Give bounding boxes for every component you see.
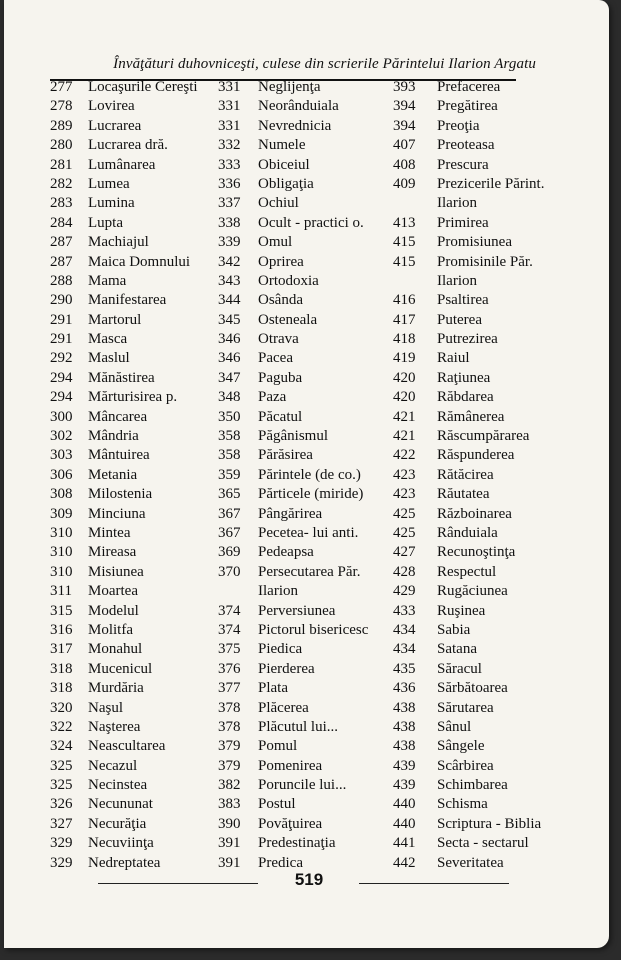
- entry-page-number: 331: [218, 79, 241, 95]
- entry-term: Lucrarea dră.: [88, 137, 168, 154]
- entry-page-number: 420: [393, 389, 416, 406]
- entry-page-number: 413: [393, 214, 416, 231]
- entry-page-number: 327: [50, 815, 73, 832]
- entry-term: Raţiunea: [437, 369, 491, 386]
- entry-page-number: 282: [50, 175, 73, 192]
- entry-page-number: 423: [393, 486, 416, 503]
- entry-page-number: 342: [218, 253, 241, 270]
- entry-term: Lucrarea: [88, 117, 142, 134]
- entry-page-number: 291: [50, 311, 73, 328]
- entry-page-number: 433: [393, 602, 416, 619]
- entry-term: Metania: [88, 466, 138, 483]
- entry-page-number: 382: [218, 777, 241, 794]
- entry-term: Maslul: [88, 350, 130, 367]
- entry-term: Omul: [258, 234, 293, 251]
- entry-page-number: 435: [393, 660, 416, 677]
- entry-term: Nevrednicia: [258, 117, 332, 134]
- entry-page-number: 416: [393, 292, 416, 309]
- entry-term: Povăţuirea: [258, 815, 323, 832]
- entry-page-number: 287: [50, 253, 73, 270]
- entry-page-number: 302: [50, 428, 73, 445]
- entry-term: Războinarea: [437, 505, 512, 522]
- entry-term: Sărbătoarea: [437, 680, 508, 697]
- entry-term: Moartea: [88, 583, 138, 600]
- entry-page-number: 367: [218, 505, 241, 522]
- entry-page-number: 332: [218, 137, 241, 154]
- entry-page-number: 391: [218, 854, 241, 871]
- entry-term: Naşterea: [88, 718, 141, 735]
- entry-term: Sânul: [437, 718, 472, 735]
- entry-term: Perversiunea: [258, 602, 336, 619]
- entry-page-number: 309: [50, 505, 73, 522]
- entry-page-number: 281: [50, 156, 73, 173]
- entry-page-number: 370: [218, 563, 241, 580]
- entry-term: Răutatea: [437, 486, 490, 503]
- entry-term: Raiul: [437, 350, 470, 367]
- entry-term: Monahul: [88, 641, 143, 658]
- entry-term: Plăcutul lui...: [258, 718, 338, 735]
- entry-page-number: 415: [393, 234, 416, 251]
- entry-page-number: 310: [50, 563, 73, 580]
- entry-page-number: 294: [50, 369, 73, 386]
- entry-page-number: 418: [393, 331, 416, 348]
- entry-page-number: 318: [50, 660, 73, 677]
- entry-page-number: 376: [218, 660, 241, 677]
- entry-term: Osânda: [258, 292, 303, 309]
- entry-term: Pomul: [258, 738, 298, 755]
- entry-term: Putrezirea: [437, 331, 498, 348]
- entry-term: Rămânerea: [437, 408, 505, 425]
- entry-page-number: 326: [50, 796, 73, 813]
- entry-page-number: 439: [393, 777, 416, 794]
- entry-page-number: 423: [393, 466, 416, 483]
- entry-term: Minciuna: [88, 505, 146, 522]
- entry-page-number: 337: [218, 195, 241, 212]
- entry-page-number: 310: [50, 544, 73, 561]
- entry-term: Pecetea- lui anti.: [258, 524, 359, 541]
- entry-term: Locaşurile Cereşti: [88, 79, 198, 95]
- entry-term: Preoteasa: [437, 137, 495, 154]
- entry-term: Pângărirea: [258, 505, 323, 522]
- entry-page-number: 419: [393, 350, 416, 367]
- entry-page-number: 339: [218, 234, 241, 251]
- entry-term: Misiunea: [88, 563, 144, 580]
- entry-page-number: 294: [50, 389, 73, 406]
- entry-term: Promisinile Păr.: [437, 253, 533, 270]
- entry-page-number: 325: [50, 757, 73, 774]
- entry-term: Neglijenţa: [258, 79, 321, 95]
- entry-page-number: 379: [218, 738, 241, 755]
- entry-page-number: 422: [393, 447, 416, 464]
- entry-page-number: 347: [218, 369, 241, 386]
- entry-page-number: 421: [393, 408, 416, 425]
- entry-page-number: 348: [218, 389, 241, 406]
- entry-term: Masca: [88, 331, 128, 348]
- entry-page-number: 346: [218, 350, 241, 367]
- entry-term: Ochiul: [258, 195, 299, 212]
- page-number: 519: [294, 870, 324, 889]
- entry-page-number: 374: [218, 621, 241, 638]
- footer-rule-right: [359, 883, 509, 884]
- entry-term: Maica Domnului: [88, 253, 191, 270]
- entry-term: Mântuirea: [88, 447, 150, 464]
- entry-term: Păgânismul: [258, 428, 328, 445]
- entry-term: Lovirea: [88, 98, 135, 115]
- entry-term: Părăsirea: [258, 447, 313, 464]
- entry-term: Martorul: [88, 311, 142, 328]
- entry-term: Schimbarea: [437, 777, 508, 794]
- entry-page-number: 383: [218, 796, 241, 813]
- entry-page-number: 277: [50, 79, 73, 95]
- entry-term: Necuviinţa: [88, 835, 154, 852]
- entry-page-number: 322: [50, 718, 73, 735]
- entry-term: Sângele: [437, 738, 485, 755]
- entry-term: Scriptura - Biblia: [437, 815, 542, 832]
- entry-term: Mucenicul: [88, 660, 153, 677]
- entry-term: Ruşinea: [437, 602, 486, 619]
- entry-page-number: 429: [393, 583, 416, 600]
- entry-page-number: 359: [218, 466, 241, 483]
- entry-term: Părintele (de co.): [258, 466, 361, 483]
- entry-term: Mănăstirea: [88, 369, 155, 386]
- entry-term: Machiajul: [88, 234, 149, 251]
- entry-term: Rugăciunea: [437, 583, 508, 600]
- entry-term: Pomenirea: [258, 757, 323, 774]
- entry-page-number: 420: [393, 369, 416, 386]
- entry-term: Persecutarea Păr.: [258, 563, 361, 580]
- entry-page-number: 409: [393, 175, 416, 192]
- entry-term: Mintea: [88, 524, 131, 541]
- entry-page-number: 378: [218, 699, 241, 716]
- entry-page-number: 325: [50, 777, 73, 794]
- entry-page-number: 283: [50, 195, 73, 212]
- entry-page-number: 441: [393, 835, 416, 852]
- entry-term: Neascultarea: [88, 738, 166, 755]
- entry-page-number: 440: [393, 796, 416, 813]
- entry-term: Paguba: [258, 369, 303, 386]
- entry-page-number: 336: [218, 175, 241, 192]
- entry-term: Promisiunea: [437, 234, 512, 251]
- entry-term: Postul: [258, 796, 296, 813]
- entry-term: Lumea: [88, 175, 130, 192]
- entry-page-number: 292: [50, 350, 73, 367]
- entry-term: Săracul: [437, 660, 482, 677]
- entry-page-number: 415: [393, 253, 416, 270]
- entry-term: Ilarion: [258, 583, 298, 600]
- entry-term: Pacea: [258, 350, 293, 367]
- entry-term: Răbdarea: [437, 389, 494, 406]
- running-header: Învăţături duhovniceşti, culese din scrierile Părintelui Ilarion Argatu: [113, 56, 536, 72]
- entry-page-number: 310: [50, 524, 73, 541]
- entry-page-number: 311: [50, 583, 72, 600]
- entry-term: Nedreptatea: [88, 854, 161, 871]
- entry-page-number: 300: [50, 408, 73, 425]
- entry-page-number: 369: [218, 544, 241, 561]
- entry-page-number: 290: [50, 292, 73, 309]
- entry-term: Pregătirea: [437, 98, 498, 115]
- entry-page-number: 324: [50, 738, 73, 755]
- entry-page-number: 427: [393, 544, 416, 561]
- entry-page-number: 278: [50, 98, 73, 115]
- entry-page-number: 329: [50, 854, 73, 871]
- entry-term: Puterea: [437, 311, 482, 328]
- entry-page-number: 367: [218, 524, 241, 541]
- entry-term: Ocult - practici o.: [258, 214, 364, 231]
- entry-term: Psaltirea: [437, 292, 489, 309]
- entry-page-number: 280: [50, 137, 73, 154]
- entry-term: Schisma: [437, 796, 488, 813]
- entry-term: Mireasa: [88, 544, 137, 561]
- entry-term: Satana: [437, 641, 477, 658]
- entry-page-number: 289: [50, 117, 73, 134]
- entry-page-number: 394: [393, 98, 416, 115]
- entry-page-number: 345: [218, 311, 241, 328]
- entry-term: Plăcerea: [258, 699, 309, 716]
- entry-page-number: 438: [393, 699, 416, 716]
- entry-term: Predica: [258, 854, 303, 871]
- entry-page-number: 317: [50, 641, 73, 658]
- entry-term: Manifestarea: [88, 292, 167, 309]
- entry-page-number: 308: [50, 486, 73, 503]
- entry-page-number: 434: [393, 621, 416, 638]
- entry-term: Ortodoxia: [258, 272, 319, 289]
- entry-page-number: 377: [218, 680, 241, 697]
- entry-page-number: 358: [218, 428, 241, 445]
- entry-term: Prescura: [437, 156, 489, 173]
- entry-term: Necununat: [88, 796, 153, 813]
- entry-term: Necinstea: [88, 777, 148, 794]
- entry-term: Obligaţia: [258, 175, 314, 192]
- entry-term: Molitfa: [88, 621, 133, 638]
- entry-term: Plata: [258, 680, 288, 697]
- entry-page-number: 428: [393, 563, 416, 580]
- entry-term: Pierderea: [258, 660, 315, 677]
- entry-page-number: 338: [218, 214, 241, 231]
- entry-term: Lupta: [88, 214, 123, 231]
- entry-page-number: 343: [218, 272, 241, 289]
- entry-term: Pictorul bisericesc: [258, 621, 369, 638]
- entry-page-number: 316: [50, 621, 73, 638]
- entry-page-number: 365: [218, 486, 241, 503]
- entry-term: Mâncarea: [88, 408, 148, 425]
- entry-term: Primirea: [437, 214, 489, 231]
- entry-term: Otrava: [258, 331, 299, 348]
- entry-term: Prezicerile Părint.: [437, 175, 545, 192]
- entry-page-number: 421: [393, 428, 416, 445]
- entry-term: Modelul: [88, 602, 139, 619]
- entry-page-number: 425: [393, 505, 416, 522]
- entry-term: Milostenia: [88, 486, 153, 503]
- entry-term: Sărutarea: [437, 699, 494, 716]
- entry-term: Lumânarea: [88, 156, 156, 173]
- entry-term: Naşul: [88, 699, 123, 716]
- book-page: [4, 0, 609, 948]
- entry-page-number: 306: [50, 466, 73, 483]
- entry-term: Ilarion: [437, 195, 477, 212]
- entry-term: Răscumpărarea: [437, 428, 530, 445]
- entry-term: Neorânduiala: [258, 98, 339, 115]
- entry-term: Murdăria: [88, 680, 144, 697]
- entry-term: Mama: [88, 272, 127, 289]
- entry-page-number: 438: [393, 738, 416, 755]
- footer-rule-left: [98, 883, 258, 884]
- entry-page-number: 287: [50, 234, 73, 251]
- entry-term: Severitatea: [437, 854, 504, 871]
- entry-term: Predestinaţia: [258, 835, 336, 852]
- entry-term: Oprirea: [258, 253, 304, 270]
- entry-page-number: 390: [218, 815, 241, 832]
- entry-term: Rătăcirea: [437, 466, 494, 483]
- entry-page-number: 331: [218, 98, 241, 115]
- entry-term: Prefacerea: [437, 79, 501, 95]
- entry-term: Recunoştinţa: [437, 544, 516, 561]
- entry-page-number: 440: [393, 815, 416, 832]
- entry-page-number: 442: [393, 854, 416, 871]
- entry-page-number: 379: [218, 757, 241, 774]
- entry-page-number: 358: [218, 447, 241, 464]
- entry-page-number: 350: [218, 408, 241, 425]
- entry-term: Osteneala: [258, 311, 318, 328]
- entry-term: Piedica: [258, 641, 303, 658]
- entry-page-number: 394: [393, 117, 416, 134]
- entry-term: Necurăţia: [88, 815, 147, 832]
- entry-page-number: 374: [218, 602, 241, 619]
- entry-page-number: 434: [393, 641, 416, 658]
- entry-term: Răspunderea: [437, 447, 515, 464]
- entry-term: Preoţia: [437, 117, 480, 134]
- entry-term: Paza: [258, 389, 287, 406]
- entry-page-number: 438: [393, 718, 416, 735]
- entry-page-number: 439: [393, 757, 416, 774]
- entry-page-number: 378: [218, 718, 241, 735]
- entry-page-number: 393: [393, 79, 416, 95]
- entry-term: Păcatul: [258, 408, 303, 425]
- entry-term: Mândria: [88, 428, 139, 445]
- entry-page-number: 375: [218, 641, 241, 658]
- entry-term: Mărturisirea p.: [88, 389, 178, 406]
- entry-page-number: 303: [50, 447, 73, 464]
- entry-page-number: 344: [218, 292, 241, 309]
- entry-page-number: 391: [218, 835, 241, 852]
- entry-page-number: 436: [393, 680, 416, 697]
- entry-page-number: 346: [218, 331, 241, 348]
- entry-page-number: 331: [218, 117, 241, 134]
- entry-page-number: 333: [218, 156, 241, 173]
- entry-page-number: 318: [50, 680, 73, 697]
- entry-page-number: 425: [393, 524, 416, 541]
- entry-term: Părticele (miride): [258, 486, 364, 503]
- entry-page-number: 320: [50, 699, 73, 716]
- entry-page-number: 408: [393, 156, 416, 173]
- entry-term: Lumina: [88, 195, 135, 212]
- entry-page-number: 315: [50, 602, 73, 619]
- entry-term: Secta - sectarul: [437, 835, 529, 852]
- entry-page-number: 288: [50, 272, 73, 289]
- entry-term: Sabia: [437, 621, 471, 638]
- entry-term: Numele: [258, 137, 306, 154]
- entry-term: Respectul: [437, 563, 497, 580]
- entry-term: Rânduiala: [437, 524, 498, 541]
- entry-term: Pedeapsa: [258, 544, 314, 561]
- entry-term: Obiceiul: [258, 156, 310, 173]
- entry-term: Ilarion: [437, 272, 477, 289]
- entry-page-number: 284: [50, 214, 73, 231]
- entry-page-number: 291: [50, 331, 73, 348]
- entry-term: Poruncile lui...: [258, 777, 347, 794]
- entry-term: Scârbirea: [437, 757, 494, 774]
- entry-page-number: 329: [50, 835, 73, 852]
- entry-term: Necazul: [88, 757, 138, 774]
- entry-page-number: 417: [393, 311, 416, 328]
- entry-page-number: 407: [393, 137, 416, 154]
